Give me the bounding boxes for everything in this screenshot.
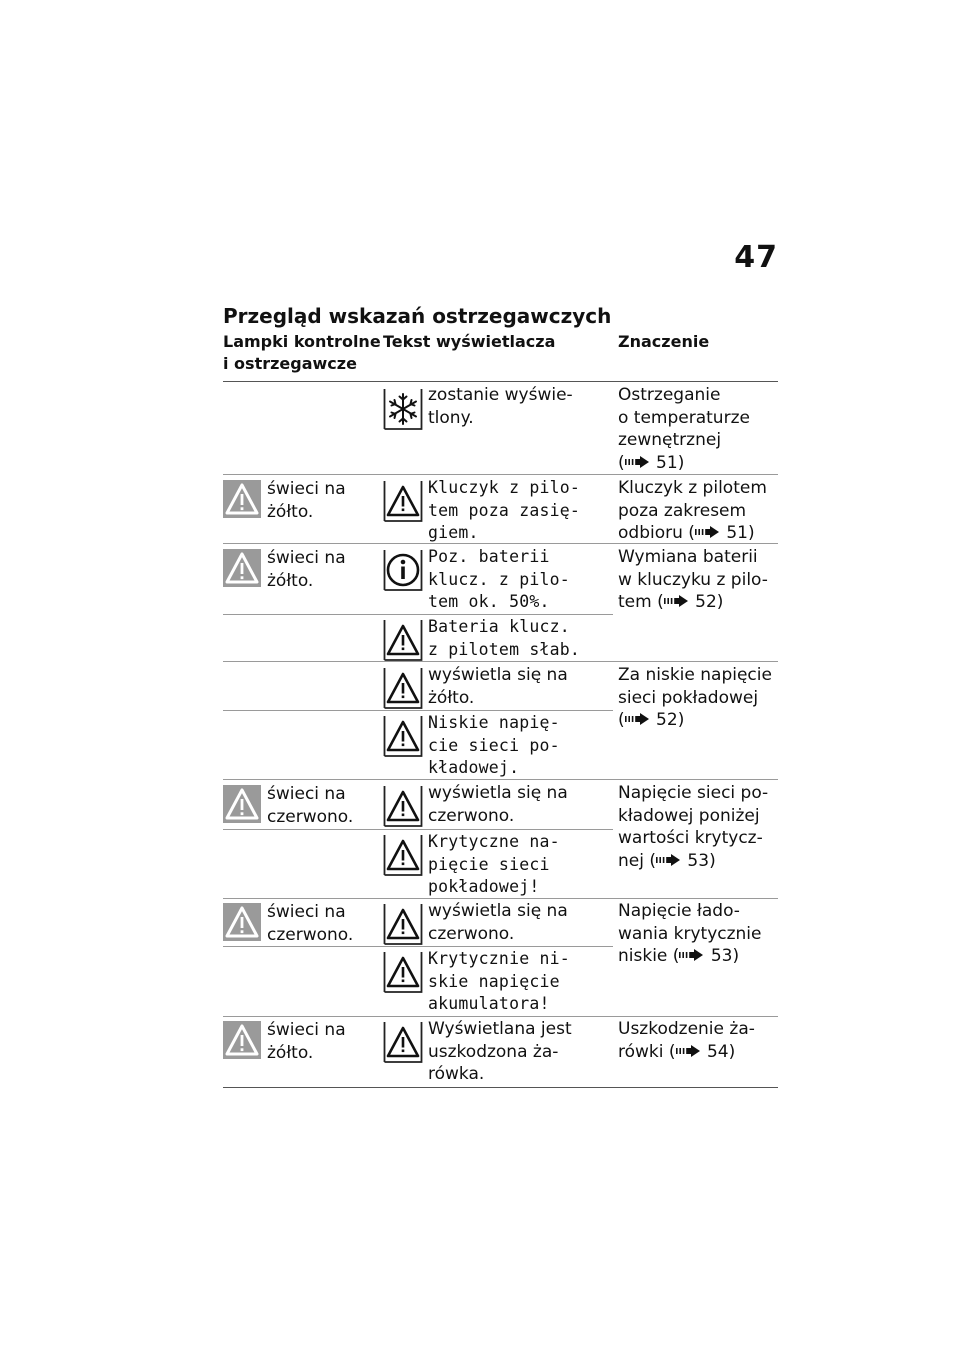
reference-arrow-icon bbox=[664, 594, 690, 608]
reference-arrow-icon bbox=[679, 948, 705, 962]
display-text: wyświetla się na czerwono. bbox=[428, 783, 568, 826]
warning-triangle-icon bbox=[383, 667, 423, 709]
header-meaning: Znaczenie bbox=[618, 332, 710, 351]
warning-triangle-icon bbox=[383, 834, 423, 876]
page-reference[interactable]: odbioru ( 51) bbox=[618, 523, 755, 543]
page-number: 47 bbox=[734, 240, 778, 275]
page-reference[interactable]: ( 51) bbox=[618, 452, 685, 473]
display-text: Poz. baterii klucz. z pilo- tem ok. 50%. bbox=[428, 547, 570, 611]
meaning-text: Napięcie łado- wania krytycznie niskie ( 53) bbox=[618, 900, 778, 968]
display-text: Krytycznie ni- skie napięcie akumulatora! bbox=[428, 949, 570, 1013]
meaning-text: Napięcie sieci po- kładowej poniżej wartości krytycz- nej ( 53) bbox=[618, 782, 778, 872]
display-text: wyświetla się na czerwono. bbox=[428, 901, 568, 944]
warning-triangle-icon bbox=[383, 903, 423, 945]
display-text: Wyświetlana jest uszkodzona ża- rówka. bbox=[428, 1019, 572, 1084]
reference-arrow-icon bbox=[676, 1044, 702, 1058]
reference-arrow-icon bbox=[625, 712, 651, 726]
display-text: Bateria klucz. z pilotem słab. bbox=[428, 617, 581, 659]
reference-arrow-icon bbox=[656, 853, 682, 867]
lamp-text: świeci na czerwono. bbox=[267, 784, 354, 827]
meaning-text: Uszkodzenie ża- rówki ( 54) bbox=[618, 1018, 778, 1063]
page-reference[interactable]: niskie ( 53) bbox=[618, 946, 740, 966]
row-divider bbox=[223, 898, 778, 899]
meaning-text: Kluczyk z pilotem poza zakresem odbioru ( 51) bbox=[618, 477, 778, 545]
row-divider bbox=[223, 946, 613, 947]
row-divider bbox=[223, 661, 778, 662]
row-divider bbox=[223, 779, 778, 780]
warning-triangle-icon bbox=[223, 1021, 261, 1059]
warning-triangle-icon bbox=[383, 480, 423, 522]
row-divider bbox=[223, 1016, 778, 1017]
header-display-text: Tekst wyświetlacza bbox=[383, 332, 556, 351]
display-text: Kluczyk z pilo- tem poza zasię- giem. bbox=[428, 478, 581, 542]
lamp-text: świeci na żółto. bbox=[267, 479, 346, 522]
display-text: zostanie wyświe- tlony. bbox=[428, 385, 573, 428]
page-reference[interactable]: nej ( 53) bbox=[618, 850, 716, 871]
meaning-text: Za niskie napięcie sieci pokładowej ( 52) bbox=[618, 664, 778, 732]
warning-triangle-icon bbox=[223, 903, 261, 941]
warning-triangle-icon bbox=[223, 785, 261, 823]
warning-triangle-icon bbox=[383, 619, 423, 661]
page-reference[interactable]: ( 52) bbox=[618, 710, 685, 730]
lamp-text: świeci na żółto. bbox=[267, 548, 346, 591]
warning-triangle-icon bbox=[383, 785, 423, 827]
warning-triangle-icon bbox=[223, 480, 261, 518]
reference-arrow-icon bbox=[625, 455, 651, 469]
section-title: Przegląd wskazań ostrzegawczych bbox=[223, 304, 612, 328]
header-rule bbox=[223, 381, 778, 382]
warning-triangle-icon bbox=[383, 1021, 423, 1063]
lamp-text: świeci na żółto. bbox=[267, 1020, 346, 1063]
meaning-text: Wymiana baterii w kluczyku z pilo- tem ( 52) bbox=[618, 546, 778, 614]
row-divider bbox=[223, 614, 613, 615]
row-divider bbox=[223, 543, 778, 544]
lamp-text: świeci na czerwono. bbox=[267, 902, 354, 945]
meaning-text: Ostrzeganie o temperaturze zewnętrznej ( 51) bbox=[618, 384, 778, 474]
info-icon bbox=[383, 549, 423, 591]
reference-arrow-icon bbox=[695, 525, 721, 539]
display-text: Niskie napię- cie sieci po- kładowej. bbox=[428, 713, 560, 777]
display-text: wyświetla się na żółto. bbox=[428, 665, 568, 708]
page-reference[interactable]: tem ( 52) bbox=[618, 592, 724, 612]
header-lamps: Lampki kontrolne i ostrzegawcze bbox=[223, 332, 381, 373]
row-divider bbox=[223, 829, 613, 830]
snowflake-icon bbox=[383, 388, 423, 430]
warning-triangle-icon bbox=[223, 549, 261, 587]
row-divider bbox=[223, 710, 613, 711]
row-divider bbox=[223, 474, 778, 475]
table-end-rule bbox=[223, 1087, 778, 1088]
warning-triangle-icon bbox=[383, 951, 423, 993]
display-text: Krytyczne na- pięcie sieci pokładowej! bbox=[428, 832, 560, 896]
page-reference[interactable]: rówki ( 54) bbox=[618, 1041, 736, 1062]
warning-triangle-icon bbox=[383, 715, 423, 757]
